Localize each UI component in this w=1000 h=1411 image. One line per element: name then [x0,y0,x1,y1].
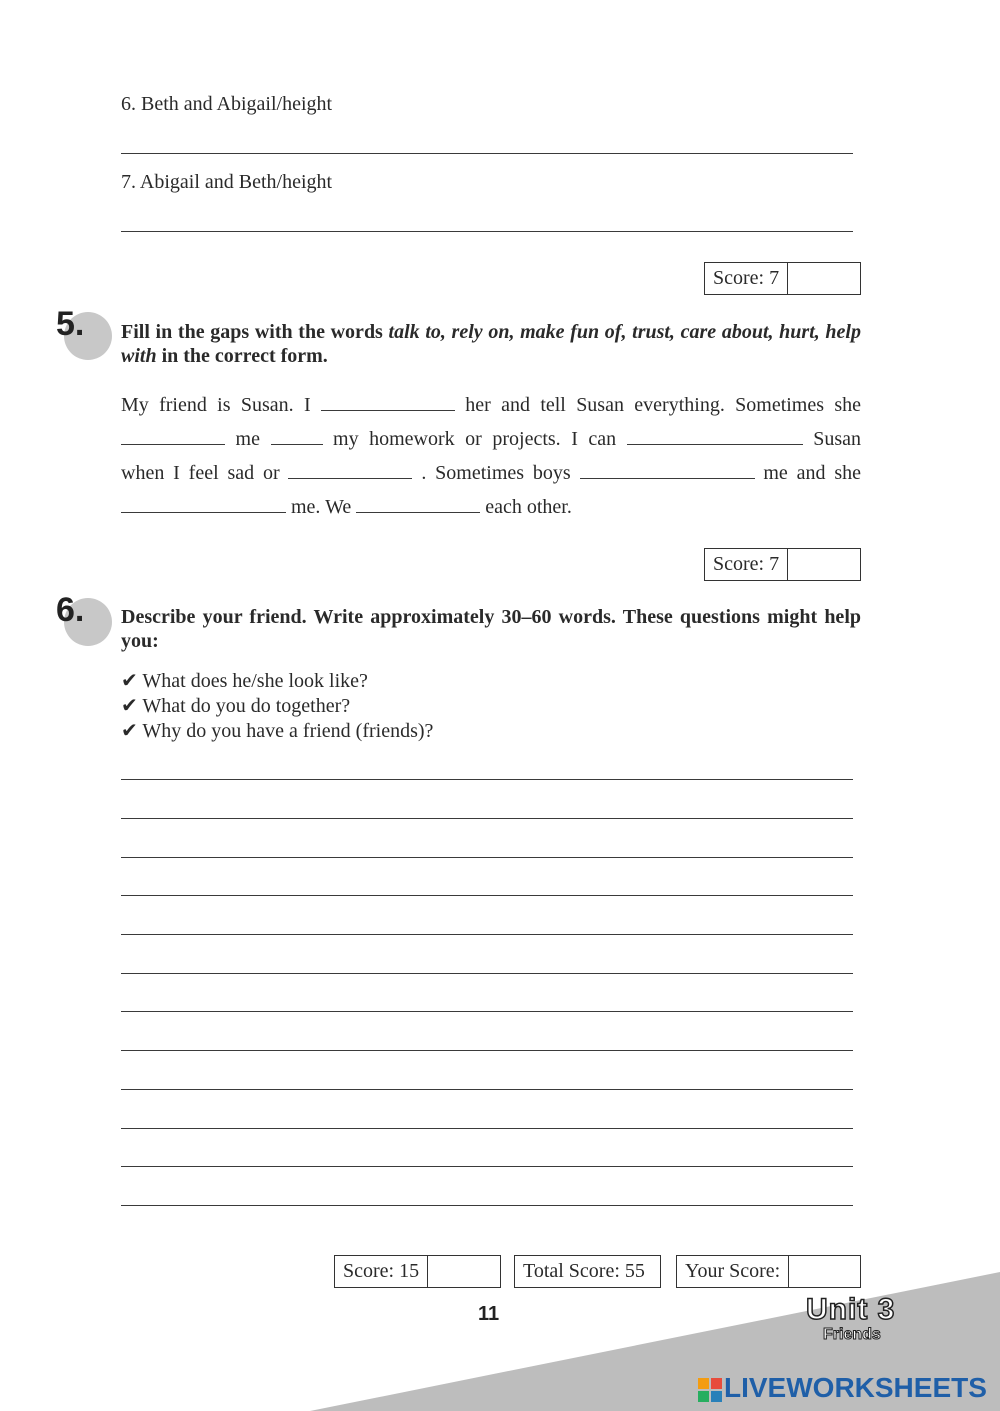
writing-line[interactable] [121,1166,853,1167]
instruction-tail: in the correct form. [156,345,328,367]
instruction-words: talk to, rely on, make fun of, trust, care about, hurt, help with [121,321,861,367]
score-label: Score: 7 [705,549,788,580]
item-7-answer-line[interactable] [121,231,853,232]
your-score-label: Your Score: [677,1256,789,1287]
writing-line[interactable] [121,895,853,896]
text-segment: her and tell Susan everything. Sometimes she [465,394,862,416]
score-box-exercise-6 [334,1255,501,1288]
section-5-instruction [121,320,861,368]
total-score-box [514,1255,661,1288]
score-input[interactable] [428,1256,500,1287]
score-box-exercise-4 [704,262,861,295]
writing-line[interactable] [121,1050,853,1051]
score-input[interactable] [788,263,860,294]
liveworksheets-logo-icon [698,1378,722,1402]
item-6-answer-line[interactable] [121,153,853,154]
item-6-label: 6. Beth and Abigail/height [121,93,333,115]
text-segment: . Sometimes boys [421,462,571,484]
text-segment: me. We [291,496,352,518]
writing-line[interactable] [121,934,853,935]
gap-blank-1[interactable] [321,392,455,411]
your-score-input[interactable] [789,1256,860,1287]
gap-blank-5[interactable] [288,460,412,479]
question-1: ✔ What does he/she look like? [121,670,368,692]
score-input[interactable] [788,549,860,580]
instruction-lead: Fill in the gaps with the words [121,321,389,343]
section-6-instruction: Describe your friend. Write approximately 30–60 words. These questions might help you: [121,606,861,652]
section-6-number: 6. [56,591,85,629]
unit-subtitle: Friends [823,1326,881,1343]
writing-line[interactable] [121,818,853,819]
writing-line[interactable] [121,1128,853,1129]
gap-blank-4[interactable] [627,426,803,445]
paragraph-line-3 [121,456,861,490]
text-segment: My friend is Susan. I [121,394,311,416]
liveworksheets-brand[interactable]: LIVEWORKSHEETS [724,1372,987,1403]
writing-line[interactable] [121,1011,853,1012]
score-label: Score: 7 [705,263,788,294]
paragraph-line-1 [121,388,861,422]
page-number: 11 [478,1303,500,1325]
writing-line[interactable] [121,1205,853,1206]
question-2: ✔ What do you do together? [121,695,351,717]
gap-blank-7[interactable] [121,494,286,513]
writing-line[interactable] [121,779,853,780]
gap-blank-8[interactable] [356,494,480,513]
gap-blank-3[interactable] [271,426,323,445]
score-box-exercise-5 [704,548,861,581]
item-7-label: 7. Abigail and Beth/height [121,171,333,193]
section-5-paragraph [121,388,861,524]
unit-title: Unit 3 [806,1293,896,1326]
writing-line[interactable] [121,857,853,858]
text-segment: me and she [763,462,862,484]
text-segment: Susan [813,428,862,450]
writing-line[interactable] [121,973,853,974]
your-score-box [676,1255,861,1288]
question-3: ✔ Why do you have a friend (friends)? [121,720,434,742]
paragraph-line-4 [121,490,861,524]
paragraph-line-2 [121,422,861,456]
text-segment: me [235,428,260,450]
score-label: Score: 15 [335,1256,428,1287]
gap-blank-6[interactable] [580,460,755,479]
writing-line[interactable] [121,1089,853,1090]
total-score-label: Total Score: 55 [523,1260,645,1282]
text-segment: when I feel sad or [121,462,280,484]
text-segment: my homework or projects. I can [333,428,617,450]
section-5-number: 5. [56,305,85,343]
text-segment: each other. [485,496,572,518]
gap-blank-2[interactable] [121,426,225,445]
